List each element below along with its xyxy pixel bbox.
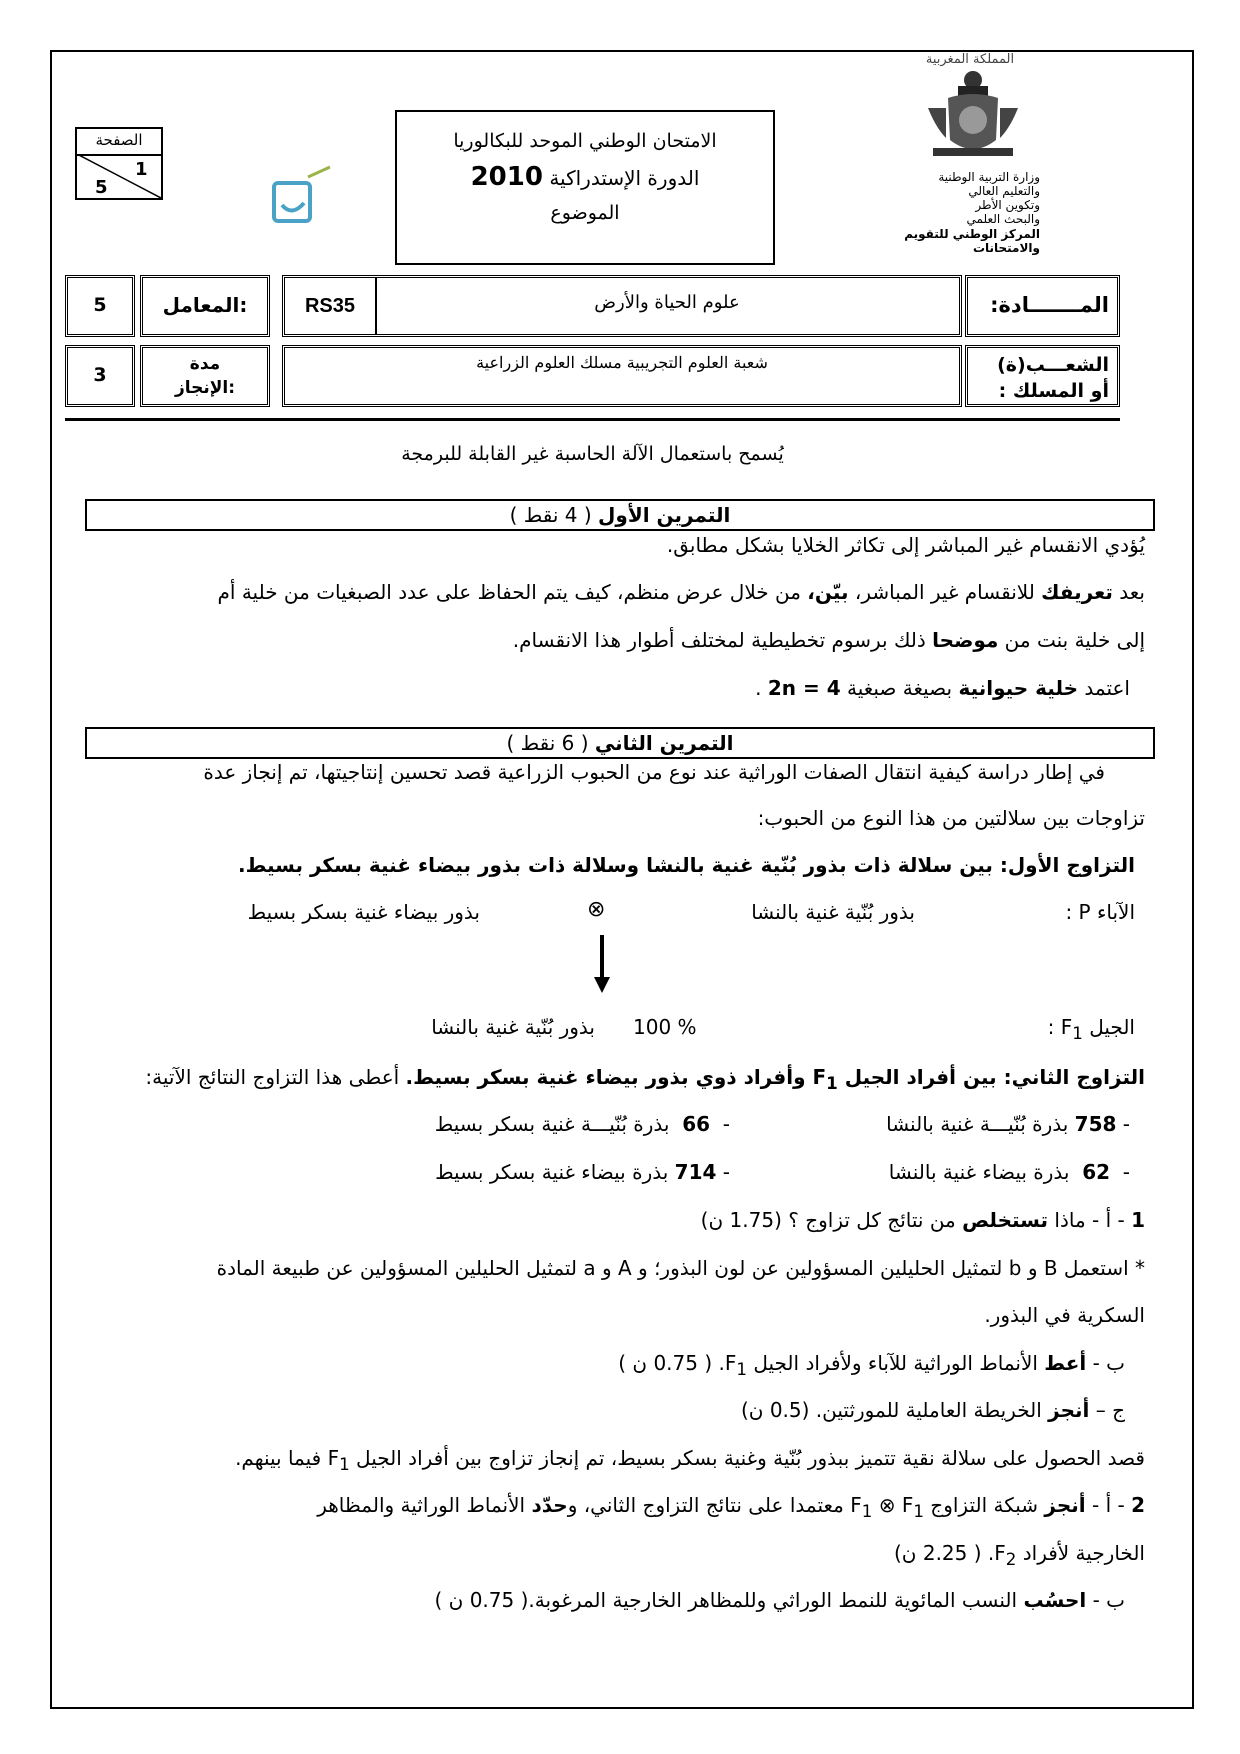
session: الدورة الإستدراكية 2010 xyxy=(470,162,700,192)
result-3: - 62 بذرة بيضاء غنية بالنشا xyxy=(888,1160,1130,1184)
ex2-title: التمرين الثاني ( 6 نقط ) xyxy=(85,727,1155,759)
page-total: 5 xyxy=(95,177,108,198)
question-2b: ب - احسُب النسب المائوية للنمط الوراثي وللمظاهر الخارجية المرغوبة.( 0.75 ن ) xyxy=(434,1588,1125,1612)
page-current: 1 xyxy=(135,159,148,180)
question-2a-line-2: الخارجية لأفراد $F_2$. ( 2.25 ن) xyxy=(893,1541,1145,1569)
coef-value: 5 xyxy=(65,275,135,337)
page-label: الصفحة xyxy=(77,129,161,156)
f1-label: الجيل $F_1$ : xyxy=(1047,1015,1135,1043)
result-2: - 66 بذرة بُنّيـــة غنية بسكر بسيط xyxy=(434,1112,730,1136)
f1-percent: 100 % xyxy=(633,1015,697,1039)
subject-label: المـــــــادة: xyxy=(965,275,1120,337)
down-arrow-icon xyxy=(592,935,612,995)
subject-code: RS35 xyxy=(285,278,377,334)
result-4: - 714 بذرة بيضاء غنية بسكر بسيط xyxy=(435,1160,730,1184)
ex1-title: التمرين الأول ( 4 نقط ) xyxy=(85,499,1155,531)
branch-value: شعبة العلوم التجريبية مسلك العلوم الزراعية xyxy=(282,345,962,407)
page-diagonal xyxy=(77,154,161,198)
subject-box xyxy=(282,275,962,337)
question-1c: ج – أنجز الخريطة العاملية للمورثتين. (0.5 ن) xyxy=(740,1398,1125,1422)
ex1-line-2: بعد تعريفك للانقسام غير المباشر، بيّن، من خلال عرض منظم، كيف يتم الحفاظ على عدد الصبغيات من خلية أم xyxy=(217,580,1145,604)
ex1-line-3: إلى خلية بنت من موضحا ذلك برسوم تخطيطية لمختلف أطوار هذا الانقسام. xyxy=(512,628,1145,652)
question-1b: ب - أعط الأنماط الوراثية للآباء ولأفراد الجيل $F_1$. ( 0.75 ن ) xyxy=(618,1351,1125,1379)
center-name: المركز الوطني للتقويم والامتحانات xyxy=(904,227,1040,255)
ministry-name: وزارة التربية الوطنية والتعليم العالي وتكوين الأطر والبحث العلمي xyxy=(938,170,1040,226)
duration-label: مدة الإنجاز: xyxy=(140,345,270,407)
ex1-line-1: يُؤدي الانقسام غير المباشر إلى تكاثر الخلايا بشكل مطابق. xyxy=(666,533,1145,557)
page-box xyxy=(75,127,163,200)
note-2: السكرية في البذور. xyxy=(984,1303,1145,1327)
question-1a: 1 - أ - ماذا تستخلص من نتائج كل تزاوج ؟ (1.75 ن) xyxy=(700,1208,1145,1232)
question-2a: 2 - أ - أنجز شبكة التزاوج $F_1$ ⊗ $F_1$ معتمدا على نتائج التزاوج الثاني، وحدّد الأنماط الوراثية والمظاهر xyxy=(317,1493,1145,1521)
parents-label: الآباء P : xyxy=(1065,900,1135,924)
cross-symbol-icon: ⊗ xyxy=(587,897,606,922)
cross2-title: التزاوج الثاني: بين أفراد الجيل $F_1$ وأفراد ذوي بذور بيضاء غنية بسكر بسيط. أعطى هذا التزاوج النتائج الآتية: xyxy=(145,1065,1145,1093)
pure-line: قصد الحصول على سلالة نقية تتميز ببذور بُنّية وغنية بسكر بسيط، تم إنجاز تزاوج بين أفراد الجيل $F_1$ فيما بينهم. xyxy=(235,1446,1145,1474)
note-1: * استعمل B و b لتمثيل الحليلين المسؤولين عن لون البذور؛ و A و a لتمثيل الحليلين المسؤولين عن طبيعة المادة xyxy=(216,1256,1145,1280)
exam-title-box xyxy=(395,110,775,265)
result-1: - 758 بذرة بُنّيـــة غنية بالنشا xyxy=(886,1112,1130,1136)
cross1-title: التزاوج الأول: بين سلالة ذات بذور بُنّية غنية بالنشا وسلالة ذات بذور بيضاء غنية بسكر بسيط. xyxy=(237,853,1135,877)
parent-1: بذور بُنّية غنية بالنشا xyxy=(751,900,915,924)
ex1-line-4: اعتمد خلية حيوانية بصيغة صبغية 2n = 4 . xyxy=(755,676,1130,700)
duration-value: 3 xyxy=(65,345,135,407)
header-rule xyxy=(65,418,1120,421)
branch-label: الشعـــب(ة) أو المسلك : xyxy=(965,345,1120,407)
exam-logo-icon xyxy=(268,165,338,227)
subject-value: علوم الحياة والأرض xyxy=(594,292,740,313)
kingdom-caption: المملكة المغربية xyxy=(925,52,1015,67)
coat-of-arms-icon xyxy=(918,68,1028,163)
f1-result: بذور بُنّية غنية بالنشا xyxy=(431,1015,595,1039)
exam-title: الامتحان الوطني الموحد للبكالوريا xyxy=(453,130,717,152)
parent-2: بذور بيضاء غنية بسكر بسيط xyxy=(247,900,480,924)
coef-label: المعامل: xyxy=(140,275,270,337)
ex2-intro-1: في إطار دراسة كيفية انتقال الصفات الوراثية عند نوع من الحبوب الزراعية قصد تحسين إنتاجيتها، تم إنجاز عدة xyxy=(203,760,1105,784)
calculator-note: يُسمح باستعمال الآلة الحاسبة غير القابلة للبرمجة xyxy=(401,443,784,465)
subject-word: الموضوع xyxy=(550,202,620,224)
ex2-intro-2: تزاوجات بين سلالتين من هذا النوع من الحبوب: xyxy=(757,806,1145,830)
